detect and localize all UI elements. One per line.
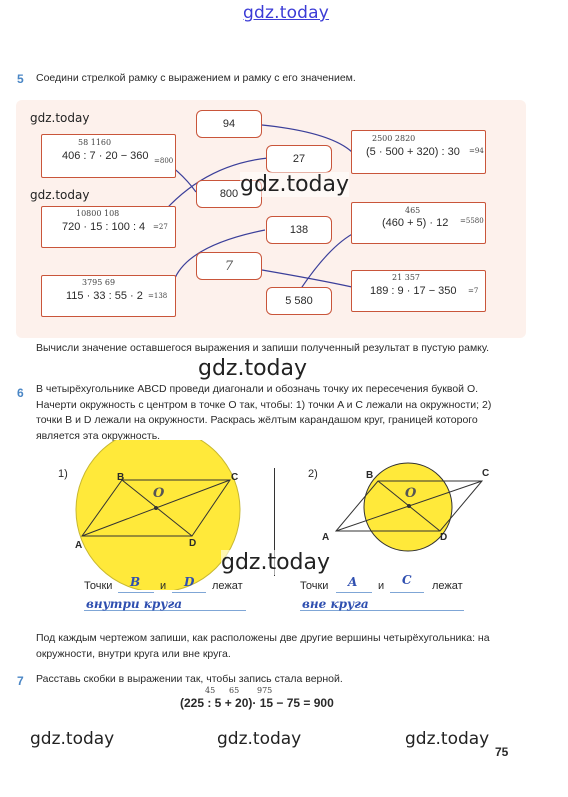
left-box-3-result: =138: [148, 292, 168, 300]
ans2-p2[interactable]: C: [402, 573, 412, 587]
value-box-5580[interactable]: 5 580: [266, 287, 332, 315]
right-box-2[interactable]: [351, 202, 486, 244]
ans2-suffix: лежат: [432, 580, 463, 592]
fig2-point-O: O: [405, 486, 417, 501]
fig2-point-C: C: [482, 468, 490, 479]
task7-note-2: 65: [229, 686, 240, 695]
right-box-3-result: =7: [468, 287, 479, 295]
right-box-3-expr: 189 : 9 · 17 − 350: [370, 285, 457, 297]
task7-expression[interactable]: (225 : 5 + 20)· 15 − 75 = 900: [180, 696, 334, 710]
left-box-3[interactable]: [41, 275, 176, 317]
fig1-point-A: A: [75, 540, 83, 551]
task7-text: Расставь скобки в выражении так, чтобы запись стала верной.: [36, 673, 343, 685]
left-box-2[interactable]: [41, 206, 176, 248]
right-box-1[interactable]: [351, 130, 486, 174]
right-box-1-result: =94: [469, 147, 484, 155]
fig2-point-A: A: [322, 532, 330, 543]
task5-number: 5: [17, 72, 24, 86]
watermark-top: gdz.today: [243, 3, 330, 23]
value-box-empty[interactable]: 7: [196, 252, 262, 280]
task6-followup: Под каждым чертежом запиши, как расположены две другие вершины четырёхугольника: на окружности, внутри круга или вне круга.: [36, 632, 490, 660]
fig2-point-D: D: [440, 532, 448, 543]
ans2-p2-line: [390, 592, 424, 593]
left-box-3-expr: 115 · 33 : 55 · 2: [66, 290, 143, 302]
ans2-p1[interactable]: A: [348, 575, 358, 589]
ans1-suffix: лежат: [212, 580, 243, 592]
right-box-3[interactable]: [351, 270, 486, 312]
watermark-bottom-left: gdz.today: [30, 729, 115, 749]
task7-note-1: 45: [205, 686, 216, 695]
ans1-where[interactable]: внутри круга: [86, 597, 183, 611]
value-box-27[interactable]: 27: [266, 145, 332, 173]
fig1-point-B: B: [117, 472, 125, 483]
ans1-p2-line: [172, 592, 206, 593]
task7-note-3: 975: [257, 686, 273, 695]
value-box-138[interactable]: 138: [266, 216, 332, 244]
right-box-2-expr: (460 + 5) · 12: [382, 217, 449, 229]
ans1-p1-line: [118, 592, 154, 593]
page-number: 75: [495, 745, 509, 759]
left-box-1-expr: 406 : 7 · 20 − 360: [62, 150, 149, 162]
watermark-mid-3: gdz.today: [221, 550, 331, 575]
ans1-and: и: [160, 580, 167, 592]
fig1-point-O: O: [153, 486, 165, 501]
fig2-label: 2): [308, 468, 318, 480]
right-box-3-note: 21 357: [392, 273, 420, 282]
ans1-p2[interactable]: D: [184, 575, 195, 589]
ans2-and: и: [378, 580, 385, 592]
ans2-where[interactable]: вне круга: [302, 597, 369, 611]
fig1-label: 1): [58, 468, 68, 480]
fig1-point-C: C: [231, 472, 239, 483]
fig1-point-D: D: [189, 538, 197, 549]
right-box-1-expr: (5 · 500 + 320) : 30: [366, 146, 460, 158]
task6-number: 6: [17, 386, 24, 400]
right-box-2-note: 465: [405, 206, 421, 215]
watermark-mid-2: gdz.today: [198, 356, 308, 381]
watermark-bottom-right: gdz.today: [405, 729, 490, 749]
left-box-2-result: =27: [153, 223, 168, 231]
watermark-left-2: gdz.today: [30, 188, 90, 202]
left-box-1[interactable]: [41, 134, 176, 178]
left-box-3-note: 3795 69: [82, 278, 116, 287]
value-box-94[interactable]: 94: [196, 110, 262, 138]
task5-text: Соедини стрелкой рамку с выражением и рамку с его значением.: [36, 72, 356, 84]
task6-text: В четырёхугольнике ABCD проведи диагонали и обозначь точку их пересечения буквой O. Начерти окружность с центром в точке O так, чтобы: 1) точки A и C лежали на окружности; 2) точки B и D лежали на окружности. Раскрась жёлтым карандашом круг, границей которого является эта окружность.: [36, 383, 492, 442]
ans1-p1[interactable]: B: [130, 575, 141, 589]
value-box-800[interactable]: 800: [196, 180, 262, 208]
ans2-prefix: Точки: [300, 580, 329, 592]
ans2-p1-line: [336, 592, 372, 593]
fig2-point-B: B: [366, 470, 374, 481]
watermark-bottom-center: gdz.today: [217, 729, 302, 749]
watermark-left-1: gdz.today: [30, 111, 90, 125]
left-box-2-note: 10800 108: [76, 209, 120, 218]
left-box-1-result: =800: [154, 157, 174, 165]
fig2-drawing: [330, 455, 500, 565]
task5-followup: Вычисли значение оставшегося выражения и запиши полученный результат в пустую рамку.: [36, 342, 490, 354]
right-box-1-note: 2500 2820: [372, 134, 416, 143]
ans1-prefix: Точки: [84, 580, 113, 592]
watermark-mid-1: gdz.today: [240, 172, 350, 197]
right-box-2-result: =5580: [460, 217, 484, 225]
left-box-2-expr: 720 · 15 : 100 : 4: [62, 221, 146, 233]
task7-number: 7: [17, 674, 24, 688]
left-box-1-note: 58 1160: [78, 138, 112, 147]
